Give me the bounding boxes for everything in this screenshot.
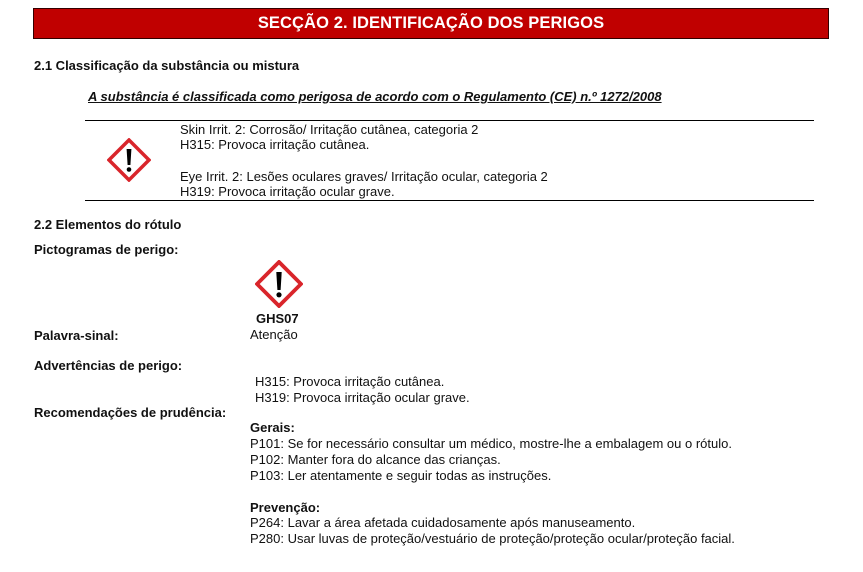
- section-title: SECÇÃO 2. IDENTIFICAÇÃO DOS PERIGOS: [257, 14, 605, 32]
- regulation-statement: A substância é classificada como perigosa de acordo com o Regulamento (CE) n.º 1272/2008: [88, 89, 662, 104]
- exclamation-mark-hazard-icon: [107, 138, 151, 182]
- classification-heading: 2.1 Classificação da substância ou mistura: [34, 58, 300, 73]
- section-header: [33, 8, 829, 39]
- precautionary-item-p264: P264: Lavar a área afetada cuidadosamente após manuseamento.: [250, 515, 636, 530]
- precautionary-item-p280: P280: Usar luvas de proteção/vestuário de proteção/proteção ocular/proteção facial.: [250, 531, 735, 546]
- hazard-statement-2: H319: Provoca irritação ocular grave.: [255, 390, 470, 405]
- ghs07-pictogram-icon: [255, 260, 303, 308]
- pictogram-code: GHS07: [256, 311, 299, 326]
- classification-statement-2: H319: Provoca irritação ocular grave.: [180, 184, 395, 199]
- table-bottom-rule: [85, 200, 814, 201]
- classification-category-1: Skin Irrit. 2: Corrosão/ Irritação cutânea, categoria 2: [180, 122, 479, 137]
- precautionary-group-prevention-title: Prevenção:: [250, 500, 321, 515]
- signal-word-label: Palavra-sinal:: [34, 328, 119, 343]
- classification-category-2: Eye Irrit. 2: Lesões oculares graves/ Irritação ocular, categoria 2: [180, 169, 548, 184]
- label-elements-heading: 2.2 Elementos do rótulo: [34, 217, 182, 232]
- hazard-statement-1: H315: Provoca irritação cutânea.: [255, 374, 445, 389]
- precautionary-label: Recomendações de prudência:: [34, 405, 227, 420]
- table-top-rule: [85, 120, 814, 121]
- pictograms-label: Pictogramas de perigo:: [34, 242, 179, 257]
- precautionary-item-p103: P103: Ler atentamente e seguir todas as instruções.: [250, 468, 552, 483]
- precautionary-group-general-title: Gerais:: [250, 420, 295, 435]
- signal-word: Atenção: [250, 327, 298, 342]
- hazard-statements-label: Advertências de perigo:: [34, 358, 183, 373]
- precautionary-item-p102: P102: Manter fora do alcance das crianças.: [250, 452, 501, 467]
- classification-statement-1: H315: Provoca irritação cutânea.: [180, 137, 370, 152]
- precautionary-item-p101: P101: Se for necessário consultar um médico, mostre-lhe a embalagem ou o rótulo.: [250, 436, 732, 451]
